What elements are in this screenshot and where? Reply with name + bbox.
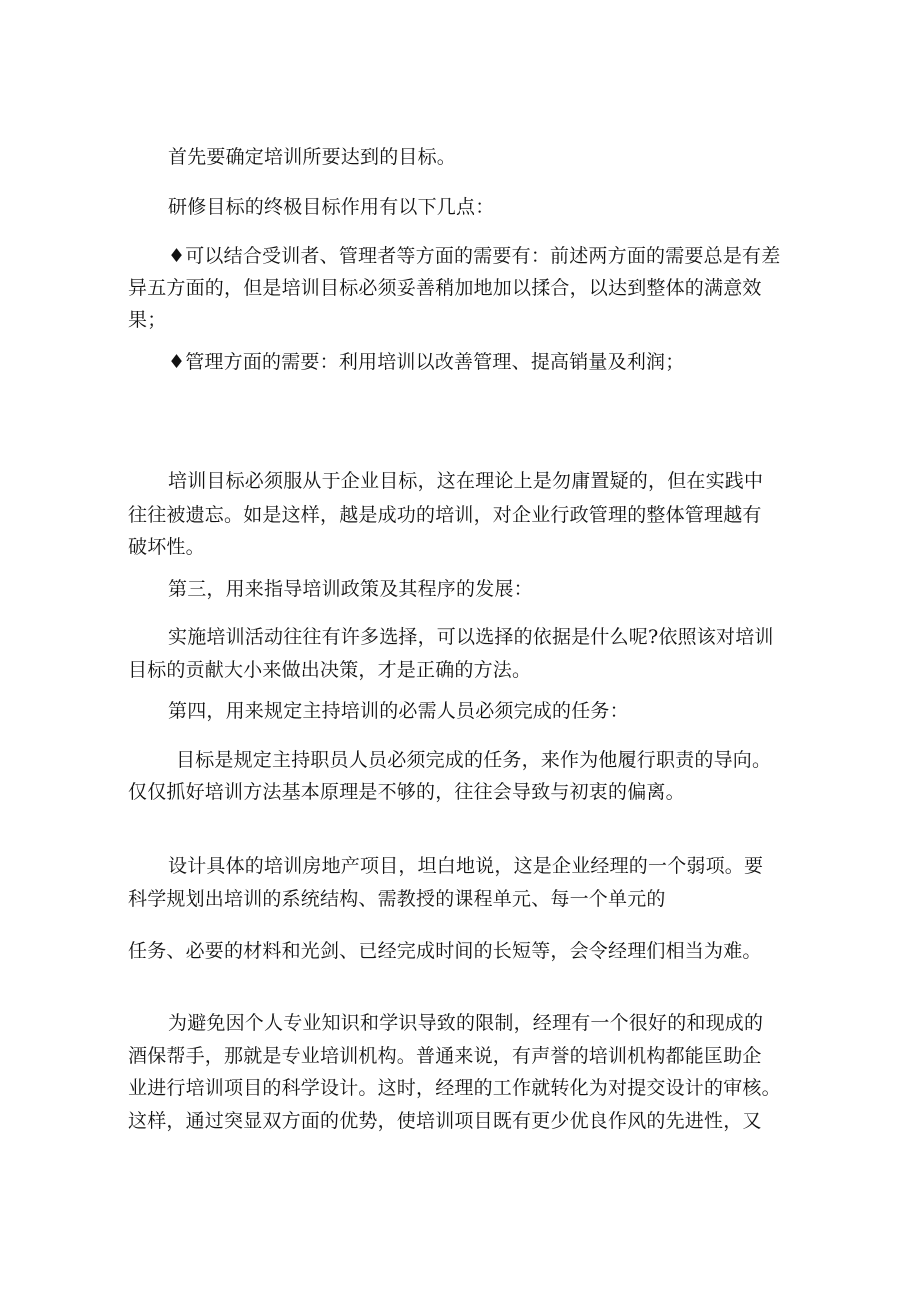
- text-line: 破坏性。: [128, 536, 205, 558]
- text-line: 这样，通过突显双方面的优势，使培训项目既有更少优良作风的先进性，又: [128, 1110, 762, 1132]
- text-line: 为避免因个人专业知识和学识导致的限制，经理有一个很好的和现成的: [168, 1012, 764, 1034]
- text-line: 任务、必要的材料和光剑、已经完成时间的长短等，会令经理们相当为难。: [128, 940, 762, 962]
- text-line: 实施培训活动往往有许多选择，可以选择的依据是什么呢?依照该对培训: [168, 626, 774, 648]
- text-line: ♦可以结合受训者、管理者等方面的需要有：前述两方面的需要总是有差: [168, 245, 781, 267]
- text-line: 目标的贡献大小来做出决策，才是正确的方法。: [128, 659, 532, 681]
- text-line: 果；: [128, 309, 167, 331]
- text-line: 异五方面的，但是培训目标必须妥善稍加地加以揉合，以达到整体的满意效: [128, 277, 762, 299]
- text-line: 仅仅抓好培训方法基本原理是不够的，往往会导致与初衷的偏离。: [128, 781, 685, 803]
- text-line: 第四，用来规定主持培训的必需人员必须完成的任务：: [168, 700, 629, 722]
- text-line: 往往被遗忘。如是这样，越是成功的培训，对企业行政管理的整体管理越有: [128, 504, 762, 526]
- text-line: 目标是规定主持职员人员必须完成的任务，来作为他履行职责的导向。: [176, 749, 772, 771]
- text-line: 设计具体的培训房地产项目，坦白地说，这是企业经理的一个弱项。要: [168, 855, 764, 877]
- text-line: 第三，用来指导培训政策及其程序的发展：: [168, 578, 533, 600]
- text-line: 业进行培训项目的科学设计。这时，经理的工作就转化为对提交设计的审核。: [128, 1077, 781, 1099]
- text-line: 培训目标必须服从于企业目标，这在理论上是勿庸置疑的，但在实践中: [168, 470, 764, 492]
- text-line: 科学规划出培训的系统结构、需教授的课程单元、每一个单元的: [128, 888, 666, 910]
- text-line: 首先要确定培训所要达到的目标。: [168, 146, 457, 168]
- text-line: ♦管理方面的需要：利用培训以改善管理、提高销量及利润；: [168, 351, 685, 373]
- text-line: 研修目标的终极目标作用有以下几点：: [168, 196, 495, 218]
- text-line: 酒保帮手，那就是专业培训机构。普通来说，有声誉的培训机构都能匡助企: [128, 1045, 762, 1067]
